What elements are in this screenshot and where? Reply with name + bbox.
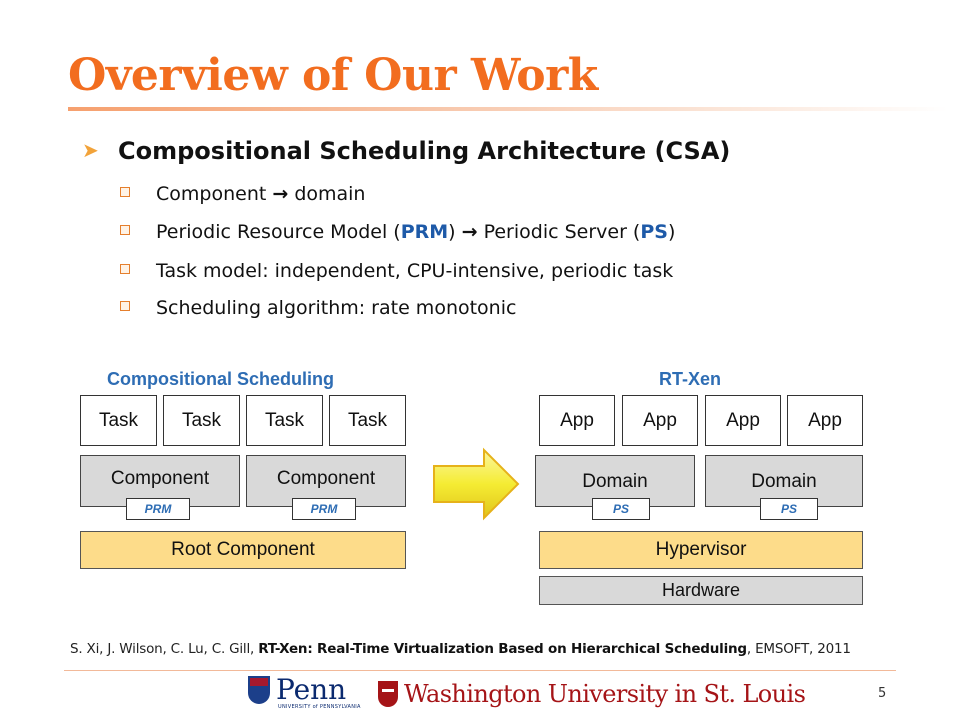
- task-box: Task: [246, 395, 323, 446]
- app-box: App: [622, 395, 698, 446]
- slide-title: Overview of Our Work: [68, 50, 598, 101]
- sub-bullet: [120, 221, 675, 243]
- citation-authors: S. Xi, J. Wilson, C. Lu, C. Gill,: [70, 641, 259, 657]
- square-bullet-icon: [120, 225, 130, 235]
- title-underline: [68, 107, 948, 111]
- sub-bullet-text: domain: [288, 183, 366, 205]
- hypervisor-box: Hypervisor: [539, 531, 863, 569]
- sub-bullet-text: Component: [156, 183, 273, 205]
- penn-logo: [248, 673, 347, 706]
- sub-bullet-text: →: [461, 221, 478, 243]
- arrow-bullet-icon: ➤: [82, 138, 99, 162]
- wustl-shield-icon: [378, 681, 398, 707]
- citation: [70, 641, 851, 657]
- task-box: Task: [80, 395, 157, 446]
- square-bullet-icon: [120, 301, 130, 311]
- main-bullet: [82, 137, 730, 165]
- sub-bullet-text: →: [272, 183, 289, 205]
- hardware-box: Hardware: [539, 576, 863, 605]
- domain-box: Domain: [535, 455, 695, 507]
- page-number: 5: [878, 686, 887, 701]
- square-bullet-icon: [120, 264, 130, 274]
- sub-bullet-text: ): [448, 221, 462, 243]
- sub-bullet-text: Periodic Server (: [477, 221, 641, 243]
- main-bullet-text: Compositional Scheduling Architecture (CSA): [118, 137, 731, 165]
- square-bullet-icon: [120, 187, 130, 197]
- sub-bullet-text: Task model: independent, CPU-intensive, periodic task: [156, 260, 674, 282]
- ps-interface-tag: PS: [760, 498, 818, 520]
- sub-bullet-text: ): [667, 221, 676, 243]
- penn-shield-icon: [248, 676, 270, 704]
- sub-bullet: [120, 297, 516, 319]
- left-diagram-title: Compositional Scheduling: [107, 369, 335, 389]
- prm-interface-tag: PRM: [126, 498, 190, 520]
- wustl-logo: [378, 680, 805, 708]
- prm-interface-tag: PRM: [292, 498, 356, 520]
- domain-box: Domain: [705, 455, 863, 507]
- transition-arrow-icon: [430, 446, 522, 522]
- app-box: App: [539, 395, 615, 446]
- citation-title: RT-Xen: Real-Time Virtualization Based on Hierarchical Scheduling: [258, 641, 747, 657]
- component-box: Component: [80, 455, 240, 507]
- component-box: Component: [246, 455, 406, 507]
- ps-interface-tag: PS: [592, 498, 650, 520]
- sub-bullet: [120, 260, 673, 282]
- task-box: Task: [163, 395, 240, 446]
- footer-divider: [64, 670, 896, 671]
- task-box: Task: [329, 395, 406, 446]
- penn-logo-text: Penn: [276, 673, 347, 706]
- sub-bullet-text: Periodic Resource Model (: [156, 221, 401, 243]
- sub-bullet: [120, 183, 365, 205]
- citation-venue: , EMSOFT, 2011: [746, 641, 851, 657]
- sub-bullet-text: PS: [640, 221, 668, 243]
- app-box: App: [787, 395, 863, 446]
- root-component-box: Root Component: [80, 531, 406, 569]
- penn-logo-subtext: UNIVERSITY of PENNSYLVANIA: [278, 704, 361, 710]
- app-box: App: [705, 395, 781, 446]
- right-diagram-title: RT-Xen: [659, 369, 722, 389]
- sub-bullet-text: Scheduling algorithm: rate monotonic: [156, 297, 517, 319]
- wustl-logo-text: Washington University in St. Louis: [404, 680, 806, 708]
- sub-bullet-text: PRM: [400, 221, 449, 243]
